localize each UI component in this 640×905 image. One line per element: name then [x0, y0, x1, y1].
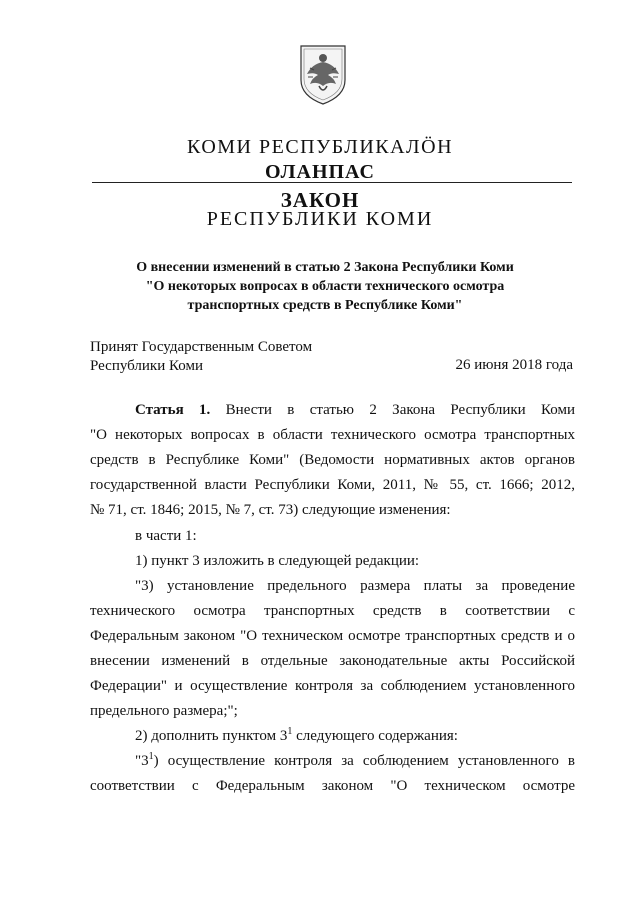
- accepted-line-2: Республики Коми: [90, 358, 203, 374]
- header-divider: [92, 182, 572, 183]
- article-line: технического осмотра транспортных средств в соответствии с: [90, 603, 575, 619]
- article-line: предельного размера;";: [90, 703, 238, 719]
- article-line: Статья 1. Внести в статью 2 Закона Республики Коми: [135, 402, 575, 418]
- law-title-line: "О некоторых вопросах в области технического осмотра: [145, 279, 505, 294]
- article-line: 1) пункт 3 изложить в следующей редакции:: [135, 553, 420, 569]
- article-line: внесении изменений в отдельные законодательные акты Российской: [90, 653, 575, 669]
- law-title-line: транспортных средств в Республике Коми": [187, 298, 463, 313]
- article-line: "О некоторых вопросах в области технического осмотра транспортных: [90, 427, 575, 443]
- article-line: "$3^1$) осуществление контроля за соблюдением установленного в: [135, 751, 575, 769]
- accepted-by: [90, 338, 312, 376]
- article-line: в части 1:: [135, 528, 197, 544]
- accepted-date: 26 июня 2018 года: [455, 357, 573, 373]
- article-line: государственной власти Республики Коми, 2011, № 55, ст. 1666; 2012,: [90, 477, 575, 493]
- article-line: Федерации" и осуществление контроля за соблюдением установленного: [90, 678, 575, 694]
- header-line-1: КОМИ РЕСПУБЛИКАЛÖН: [186, 136, 454, 158]
- law-title: [80, 258, 570, 315]
- article-line: соответствии с Федеральным законом "О техническом осмотре: [90, 778, 575, 794]
- article-line: "3) установление предельного размера платы за проведение: [135, 578, 575, 594]
- law-title-line: О внесении изменений в статью 2 Закона Республики Коми: [136, 260, 514, 275]
- article-label: Статья 1.: [135, 402, 211, 418]
- article-line: 2) дополнить пунктом $3^1$ следующего содержания:: [135, 726, 458, 744]
- coat-of-arms-icon: [298, 44, 348, 106]
- article-line: Федеральным законом "О техническом осмотре транспортных средств и о: [90, 628, 575, 644]
- accepted-line-1: Принят Государственным Советом: [90, 339, 313, 355]
- article-line: № 71, ст. 1846; 2015, № 7, ст. 73) следующие изменения:: [90, 502, 451, 518]
- header-line-2: ОЛАНПАС: [265, 161, 375, 183]
- header-line-4: РЕСПУБЛИКИ КОМИ: [206, 208, 434, 230]
- header-line-3: ЗАКОН: [280, 188, 360, 212]
- article-line: средств в Республике Коми" (Ведомости нормативных актов органов: [90, 452, 575, 468]
